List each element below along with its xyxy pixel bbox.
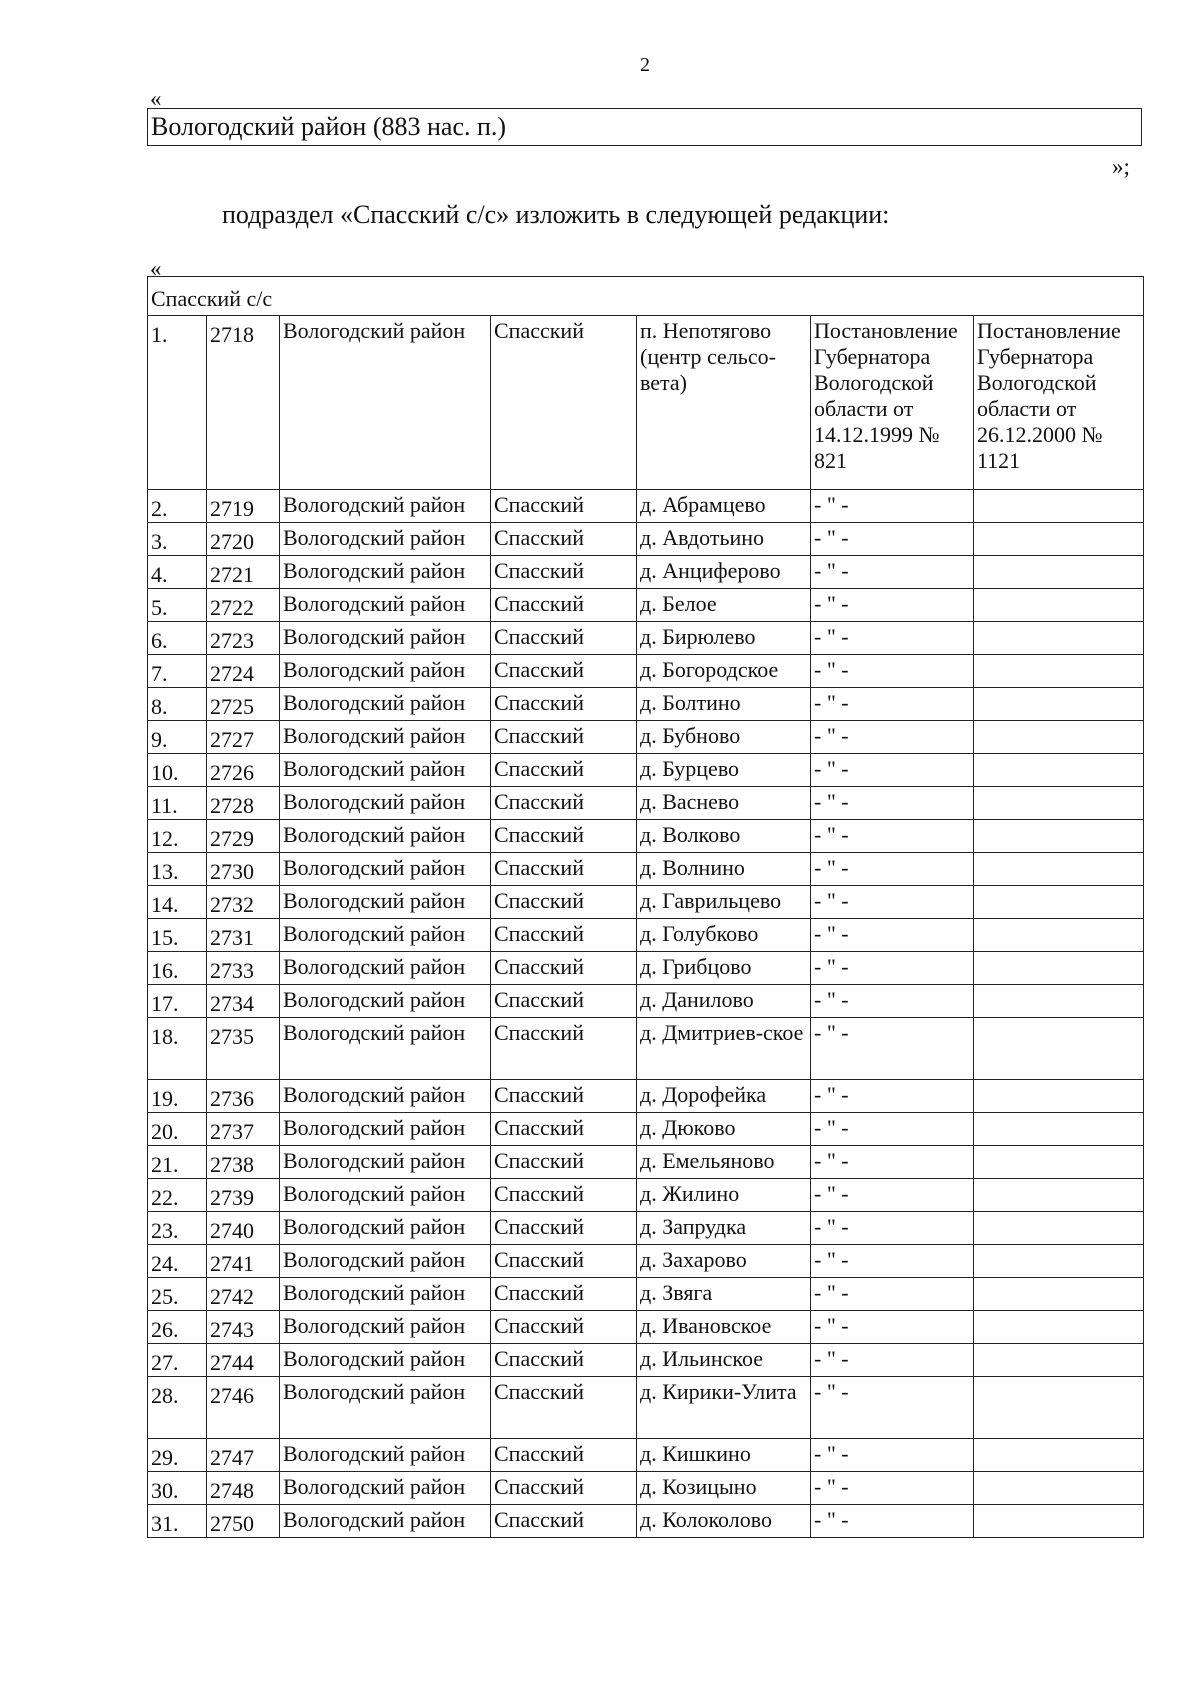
settlement-name: д. Гаврильцево [637, 886, 811, 919]
council-cell: Спасский [491, 820, 637, 853]
council-cell: Спасский [491, 490, 637, 523]
decree-2-cell: Постановление Губернатора Вологодской области от 26.12.2000 № 1121 [974, 316, 1144, 490]
council-cell: Спасский [491, 1505, 637, 1538]
district-cell: Вологодский район [280, 589, 491, 622]
district-cell: Вологодский район [280, 886, 491, 919]
empty-cell [974, 820, 1144, 853]
table-row [148, 853, 1144, 886]
ditto-mark: - " - [811, 1146, 974, 1179]
row-number: 2. [148, 490, 207, 523]
empty-cell [974, 655, 1144, 688]
table-row [148, 1080, 1144, 1113]
settlement-name: п. Непотягово (центр сельсо-вета) [637, 316, 811, 490]
instruction-text: подраздел «Спасский с/с» изложить в следующей редакции: [222, 200, 890, 229]
settlement-code: 2721 [207, 556, 280, 589]
empty-cell [974, 721, 1144, 754]
opening-quote: « [150, 86, 162, 111]
empty-cell [974, 919, 1144, 952]
settlement-code: 2744 [207, 1344, 280, 1377]
empty-cell [974, 1278, 1144, 1311]
district-cell: Вологодский район [280, 1505, 491, 1538]
settlement-code: 2723 [207, 622, 280, 655]
ditto-mark: - " - [811, 523, 974, 556]
ditto-mark: - " - [811, 490, 974, 523]
table-row [148, 820, 1144, 853]
table-row [148, 919, 1144, 952]
empty-cell [974, 688, 1144, 721]
empty-cell [974, 1245, 1144, 1278]
district-cell: Вологодский район [280, 1377, 491, 1439]
table-row [148, 1018, 1144, 1080]
table-row [148, 1344, 1144, 1377]
settlement-name: д. Дмитриев-ское [637, 1018, 811, 1080]
council-cell: Спасский [491, 1245, 637, 1278]
table-row [148, 721, 1144, 754]
district-cell: Вологодский район [280, 1439, 491, 1472]
council-cell: Спасский [491, 1377, 637, 1439]
district-cell: Вологодский район [280, 1212, 491, 1245]
council-cell: Спасский [491, 1212, 637, 1245]
council-cell: Спасский [491, 556, 637, 589]
district-cell: Вологодский район [280, 1018, 491, 1080]
ditto-mark: - " - [811, 985, 974, 1018]
section-title: Спасский с/с [148, 277, 1144, 316]
ditto-mark: - " - [811, 1179, 974, 1212]
ditto-mark: - " - [811, 688, 974, 721]
empty-cell [974, 1179, 1144, 1212]
district-cell: Вологодский район [280, 853, 491, 886]
table-row [148, 655, 1144, 688]
empty-cell [974, 952, 1144, 985]
row-number: 7. [148, 655, 207, 688]
table-row [148, 1472, 1144, 1505]
council-cell: Спасский [491, 655, 637, 688]
table-row [148, 1212, 1144, 1245]
empty-cell [974, 886, 1144, 919]
empty-cell [974, 985, 1144, 1018]
settlement-code: 2718 [207, 316, 280, 490]
ditto-mark: - " - [811, 622, 974, 655]
settlement-name: д. Кишкино [637, 1439, 811, 1472]
district-cell: Вологодский район [280, 1080, 491, 1113]
empty-cell [974, 853, 1144, 886]
table-row [148, 1245, 1144, 1278]
council-cell: Спасский [491, 1179, 637, 1212]
settlement-name: д. Волково [637, 820, 811, 853]
council-cell: Спасский [491, 919, 637, 952]
ditto-mark: - " - [811, 820, 974, 853]
row-number: 14. [148, 886, 207, 919]
ditto-mark: - " - [811, 1439, 974, 1472]
row-number: 23. [148, 1212, 207, 1245]
settlement-name: д. Авдотьино [637, 523, 811, 556]
settlement-name: д. Емельяново [637, 1146, 811, 1179]
row-number: 21. [148, 1146, 207, 1179]
row-number: 30. [148, 1472, 207, 1505]
settlement-code: 2738 [207, 1146, 280, 1179]
district-cell: Вологодский район [280, 556, 491, 589]
district-cell: Вологодский район [280, 1245, 491, 1278]
ditto-mark: - " - [811, 886, 974, 919]
ditto-mark: - " - [811, 556, 974, 589]
settlement-code: 2725 [207, 688, 280, 721]
settlement-name: д. Абрамцево [637, 490, 811, 523]
ditto-mark: - " - [811, 1311, 974, 1344]
council-cell: Спасский [491, 589, 637, 622]
row-number: 10. [148, 754, 207, 787]
empty-cell [974, 1113, 1144, 1146]
settlement-code: 2741 [207, 1245, 280, 1278]
council-cell: Спасский [491, 622, 637, 655]
table-row [148, 1377, 1144, 1439]
settlement-name: д. Бирюлево [637, 622, 811, 655]
settlement-name: д. Козицыно [637, 1472, 811, 1505]
settlement-name: д. Голубково [637, 919, 811, 952]
council-cell: Спасский [491, 886, 637, 919]
council-cell: Спасский [491, 1311, 637, 1344]
council-cell: Спасский [491, 1146, 637, 1179]
ditto-mark: - " - [811, 1245, 974, 1278]
row-number: 31. [148, 1505, 207, 1538]
district-cell: Вологодский район [280, 952, 491, 985]
row-number: 15. [148, 919, 207, 952]
settlement-name: д. Волнино [637, 853, 811, 886]
settlement-name: д. Колоколово [637, 1505, 811, 1538]
page-number: 2 [640, 54, 650, 76]
settlement-code: 2737 [207, 1113, 280, 1146]
settlement-name: д. Грибцово [637, 952, 811, 985]
settlement-code: 2742 [207, 1278, 280, 1311]
settlement-name: д. Дюково [637, 1113, 811, 1146]
settlement-code: 2736 [207, 1080, 280, 1113]
council-cell: Спасский [491, 523, 637, 556]
council-cell: Спасский [491, 1113, 637, 1146]
settlement-code: 2746 [207, 1377, 280, 1439]
settlement-name: д. Ильинское [637, 1344, 811, 1377]
row-number: 8. [148, 688, 207, 721]
section-row [148, 277, 1144, 316]
ditto-mark: - " - [811, 721, 974, 754]
empty-cell [974, 1146, 1144, 1179]
empty-cell [974, 556, 1144, 589]
district-cell: Вологодский район [280, 787, 491, 820]
council-cell: Спасский [491, 787, 637, 820]
district-cell: Вологодский район [280, 1472, 491, 1505]
row-number: 22. [148, 1179, 207, 1212]
ditto-mark: - " - [811, 1278, 974, 1311]
empty-cell [974, 490, 1144, 523]
ditto-mark: - " - [811, 952, 974, 985]
settlement-code: 2735 [207, 1018, 280, 1080]
empty-cell [974, 1080, 1144, 1113]
settlement-code: 2724 [207, 655, 280, 688]
settlement-name: д. Васнево [637, 787, 811, 820]
ditto-mark: - " - [811, 1080, 974, 1113]
row-number: 25. [148, 1278, 207, 1311]
row-number: 13. [148, 853, 207, 886]
settlement-code: 2748 [207, 1472, 280, 1505]
district-cell: Вологодский район [280, 721, 491, 754]
settlement-name: д. Анциферово [637, 556, 811, 589]
row-number: 28. [148, 1377, 207, 1439]
empty-cell [974, 1344, 1144, 1377]
settlement-code: 2722 [207, 589, 280, 622]
table-row [148, 1113, 1144, 1146]
district-cell: Вологодский район [280, 622, 491, 655]
settlement-code: 2719 [207, 490, 280, 523]
ditto-mark: - " - [811, 1505, 974, 1538]
empty-cell [974, 754, 1144, 787]
row-number: 3. [148, 523, 207, 556]
settlement-name: д. Богородское [637, 655, 811, 688]
settlement-name: д. Захарово [637, 1245, 811, 1278]
settlement-code: 2740 [207, 1212, 280, 1245]
district-cell: Вологодский район [280, 655, 491, 688]
council-cell: Спасский [491, 754, 637, 787]
row-number: 26. [148, 1311, 207, 1344]
row-number: 27. [148, 1344, 207, 1377]
settlement-name: д. Данилово [637, 985, 811, 1018]
table-row [148, 886, 1144, 919]
row-number: 4. [148, 556, 207, 589]
empty-cell [974, 1377, 1144, 1439]
settlement-code: 2743 [207, 1311, 280, 1344]
ditto-mark: - " - [811, 1472, 974, 1505]
settlement-name: д. Дорофейка [637, 1080, 811, 1113]
district-cell: Вологодский район [280, 523, 491, 556]
empty-cell [974, 523, 1144, 556]
row-number: 16. [148, 952, 207, 985]
settlement-name: д. Звяга [637, 1278, 811, 1311]
empty-cell [974, 1212, 1144, 1245]
settlement-name: д. Запрудка [637, 1212, 811, 1245]
ditto-mark: - " - [811, 1377, 974, 1439]
ditto-mark: - " - [811, 1344, 974, 1377]
settlement-name: д. Кирики-Улита [637, 1377, 811, 1439]
district-cell: Вологодский район [280, 1311, 491, 1344]
row-number: 24. [148, 1245, 207, 1278]
ditto-mark: - " - [811, 1113, 974, 1146]
district-cell: Вологодский район [280, 490, 491, 523]
council-cell: Спасский [491, 721, 637, 754]
closing-quote: »; [1112, 154, 1130, 179]
settlement-name: д. Жилино [637, 1179, 811, 1212]
table-row [148, 490, 1144, 523]
ditto-mark: - " - [811, 1212, 974, 1245]
table-row [148, 1179, 1144, 1212]
council-cell: Спасский [491, 1080, 637, 1113]
decree-1-cell: Постановление Губернатора Вологодской области от 14.12.1999 № 821 [811, 316, 974, 490]
table-row [148, 1311, 1144, 1344]
district-cell: Вологодский район [280, 1344, 491, 1377]
table-row [148, 688, 1144, 721]
ditto-mark: - " - [811, 655, 974, 688]
table-row [148, 1146, 1144, 1179]
settlement-code: 2729 [207, 820, 280, 853]
ditto-mark: - " - [811, 919, 974, 952]
district-cell: Вологодский район [280, 316, 491, 490]
row-number: 18. [148, 1018, 207, 1080]
settlement-name: д. Бубново [637, 721, 811, 754]
empty-cell [974, 1018, 1144, 1080]
table-row [148, 556, 1144, 589]
row-number: 6. [148, 622, 207, 655]
settlement-code: 2732 [207, 886, 280, 919]
settlement-name: д. Ивановское [637, 1311, 811, 1344]
council-cell: Спасский [491, 1439, 637, 1472]
table-row [148, 523, 1144, 556]
settlement-code: 2728 [207, 787, 280, 820]
district-cell: Вологодский район [280, 754, 491, 787]
district-cell: Вологодский район [280, 820, 491, 853]
council-cell: Спасский [491, 1278, 637, 1311]
ditto-mark: - " - [811, 1018, 974, 1080]
table-row [148, 985, 1144, 1018]
row-number: 1. [148, 316, 207, 490]
council-cell: Спасский [491, 853, 637, 886]
table-row [148, 1439, 1144, 1472]
council-cell: Спасский [491, 1018, 637, 1080]
ditto-mark: - " - [811, 754, 974, 787]
district-cell: Вологодский район [280, 1113, 491, 1146]
settlement-code: 2730 [207, 853, 280, 886]
settlement-code: 2731 [207, 919, 280, 952]
ditto-mark: - " - [811, 787, 974, 820]
empty-cell [974, 787, 1144, 820]
empty-cell [974, 622, 1144, 655]
empty-cell [974, 1472, 1144, 1505]
empty-cell [974, 589, 1144, 622]
council-cell: Спасский [491, 688, 637, 721]
row-number: 29. [148, 1439, 207, 1472]
district-cell: Вологодский район [280, 1278, 491, 1311]
council-cell: Спасский [491, 1344, 637, 1377]
district-cell: Вологодский район [280, 688, 491, 721]
row-number: 12. [148, 820, 207, 853]
settlement-name: д. Белое [637, 589, 811, 622]
table-row [148, 1505, 1144, 1538]
council-cell: Спасский [491, 952, 637, 985]
council-cell: Спасский [491, 985, 637, 1018]
district-cell: Вологодский район [280, 1146, 491, 1179]
district-cell: Вологодский район [280, 919, 491, 952]
row-number: 19. [148, 1080, 207, 1113]
row-number: 5. [148, 589, 207, 622]
district-cell: Вологодский район [280, 1179, 491, 1212]
empty-cell [974, 1505, 1144, 1538]
table-row [148, 754, 1144, 787]
table-row [148, 622, 1144, 655]
district-cell: Вологодский район [280, 985, 491, 1018]
table-row [148, 952, 1144, 985]
empty-cell [974, 1311, 1144, 1344]
table-row [148, 787, 1144, 820]
table-row [148, 316, 1144, 490]
settlement-code: 2733 [207, 952, 280, 985]
settlement-name: д. Бурцево [637, 754, 811, 787]
council-cell: Спасский [491, 316, 637, 490]
settlement-code: 2734 [207, 985, 280, 1018]
ditto-mark: - " - [811, 589, 974, 622]
opening-quote: « [150, 256, 162, 281]
table-row [148, 589, 1144, 622]
row-number: 11. [148, 787, 207, 820]
settlement-code: 2747 [207, 1439, 280, 1472]
ditto-mark: - " - [811, 853, 974, 886]
council-cell: Спасский [491, 1472, 637, 1505]
table-row [148, 1278, 1144, 1311]
settlement-name: д. Болтино [637, 688, 811, 721]
row-number: 9. [148, 721, 207, 754]
settlements-table [147, 276, 1144, 1538]
settlement-code: 2720 [207, 523, 280, 556]
district-header: Вологодский район (883 нас. п.) [147, 108, 1142, 146]
row-number: 17. [148, 985, 207, 1018]
settlement-code: 2750 [207, 1505, 280, 1538]
row-number: 20. [148, 1113, 207, 1146]
empty-cell [974, 1439, 1144, 1472]
settlement-code: 2726 [207, 754, 280, 787]
settlement-code: 2739 [207, 1179, 280, 1212]
settlement-code: 2727 [207, 721, 280, 754]
